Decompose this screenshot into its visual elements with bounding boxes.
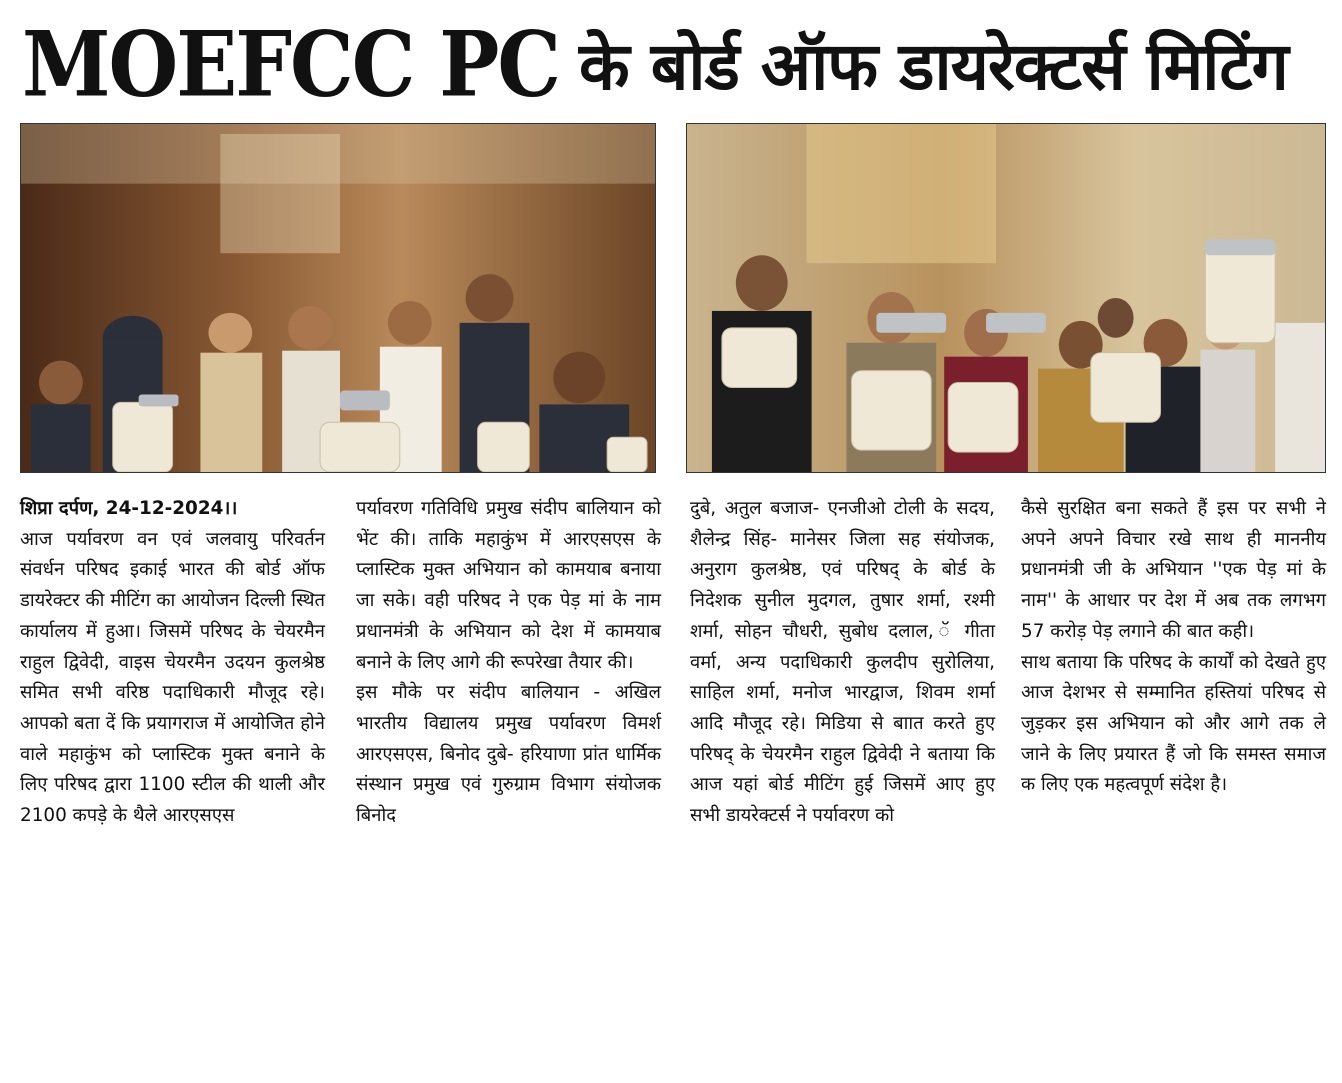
- photo-left: [20, 123, 656, 473]
- article-paragraph: पर्यावरण गतिविधि प्रमुख संदीप बालियान को भेंट की। ताकि महाकुंभ में आरएसएस के प्लास्टिक मुक्त अभियान को कामयाब बनाया जा सके। वही परिषद ने एक पेड़ मां के नाम प्रधानमंत्री के अभियान को देश में कामयाब बनाने के लिए आगे की रूपरेखा तैयार की।: [356, 498, 661, 673]
- article-column-4: [1021, 494, 1326, 801]
- headline-english: MOEFCC PC: [22, 14, 560, 114]
- article-column-3: [690, 494, 995, 832]
- article-paragraph: आज पर्यावरण वन एवं जलवायु परिवर्तन संवर्धन परिषद इकाई भारत की बोर्ड ऑफ डायरेक्टर की मीटिंग का आयोजन दिल्ली स्थित कार्यालय में हुआ। जिसमें परिषद के चेयरमैन राहुल द्विवेदी, वाइस चेयरमैन उदयन कुलश्रेष्ठ समित सभी वरिष्ठ पदाधिकारी मौजूद रहे। आपको बता दें कि प्रयागराज में आयोजित होने वाले महाकुंभ को प्लास्टिक मुक्त बनाने के लिए परिषद द्वारा 1100 स्टील की थाली और 2100 कपड़े के थैले आरएसएस: [20, 528, 325, 827]
- article-paragraph: कैसे सुरक्षित बना सकते हैं इस पर सभी ने अपने अपने विचार रखे साथ ही माननीय प्रधानमंत्री जी के अभियान ''एक पेड़ मां के नाम'' के आधार पर देश में अब तक लगभग 57 करोड़ पेड़ लगाने की बात कही।: [1021, 498, 1326, 642]
- article-paragraph: दुबे, अतुल बजाज- एनजीओ टोली के सदय, शैलेन्द्र सिंह- मानेसर जिला सह संयोजक, अनुराग कुलश्रेष्ठ, एवं परिषद् के बोर्ड के निदेशक सुनील मुदगल, तुषार शर्मा, रश्मी शर्मा, सोहन चौधरी, सुबोध दलाल, ॅ गीता वर्मा, अन्य पदाधिकारी कुलदीप सुरोलिया, साहिल शर्मा, मनोज भारद्वाज, शिवम शर्मा आदि मौजूद रहे। मिडिया से बाात करते हुए परिषद् के चेयरमैन राहुल द्विवेदी ने बताया कि आज यहां बोर्ड मीटिंग हुई जिसमें आए हुए सभी डायरेक्टर्स ने पर्यावरण को: [690, 498, 995, 827]
- article-column-2: [356, 494, 661, 832]
- headline-hindi: के बोर्ड ऑफ डायरेक्टर्स मिटिंग: [579, 28, 1288, 105]
- article-paragraph: इस मौके पर संदीप बालियान - अखिल भारतीय विद्यालय प्रमुख पर्यावरण विमर्श आरएसएस, बिनोद दुबे- हरियाणा प्रांत धार्मिक संस्थान प्रमुख एवं गुरुग्राम विभाग संयोजक बिनोद: [356, 682, 661, 827]
- article-dateline: शिप्रा दर्पण, 24-12-2024।।: [20, 498, 238, 519]
- group-photo-icon: [687, 124, 1325, 472]
- article-paragraph: साथ बताया कि परिषद के कार्यों को देखते हुए आज देशभर से सम्मानित हस्तियां परिषद से जुड़कर इस अभियान को और आगे तक ले जाने के लिए प्रयारत हैं जो कि समस्त समाज क लिए एक महत्वपूर्ण संदेश है।: [1021, 651, 1326, 796]
- group-photo-icon: [21, 124, 655, 472]
- headline: [22, 14, 1328, 114]
- article-column-1: [20, 494, 325, 832]
- photo-right: [686, 123, 1326, 473]
